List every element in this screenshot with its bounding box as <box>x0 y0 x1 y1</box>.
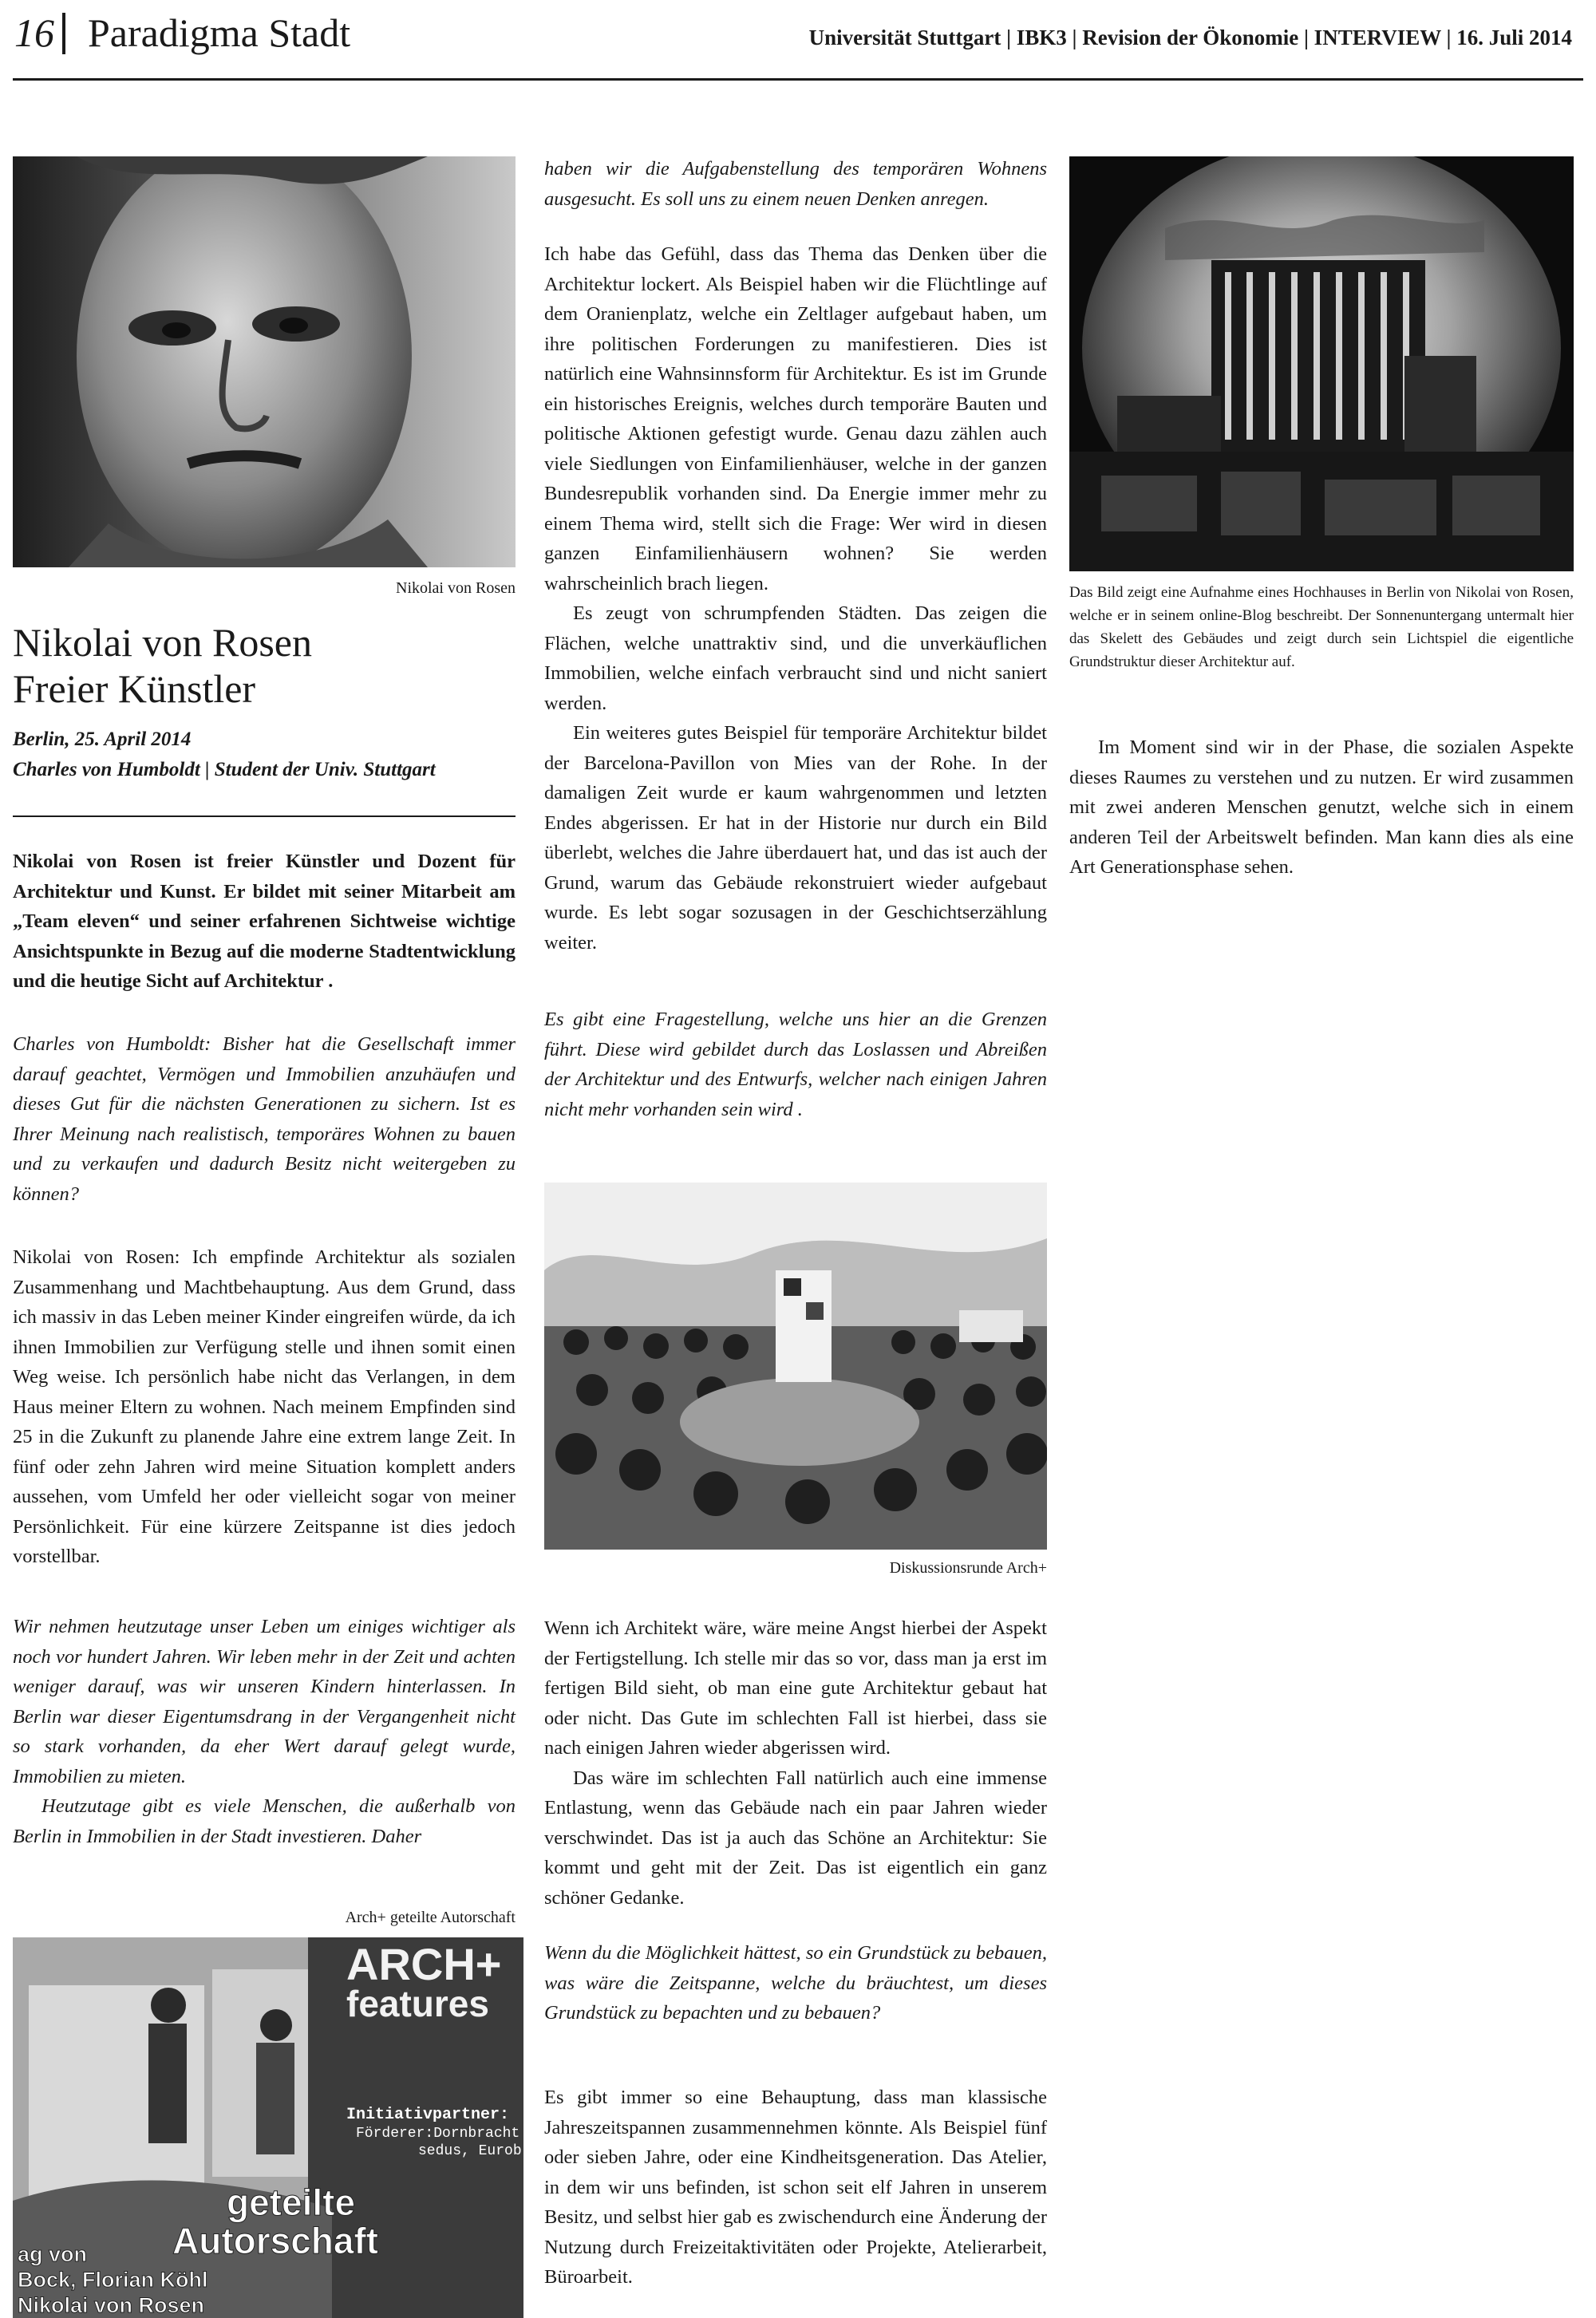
header-rule <box>13 78 1583 81</box>
header-meta: Universität Stuttgart | IBK3 | Revision der Ökonomie | INTERVIEW | 16. Juli 2014 <box>808 26 1572 49</box>
arch-poster-title: ARCH+ <box>346 1939 502 1989</box>
portrait-caption: Nikolai von Rosen <box>396 579 516 597</box>
arch-poster-partner-line-2: Förderer:Dornbracht <box>356 2126 520 2142</box>
building-photo <box>1069 156 1574 571</box>
column2-italic-question: Es gibt eine Fragestellung, welche uns hier an die Grenzen führt. Diese wird gebildet durch das Loslassen und Abreißen der Architektur und des Entwurfs, welcher nach einigen Jahren nicht mehr vorhanden sein wird . <box>544 1009 1047 1120</box>
column2-paragraph-1: Ich habe das Gefühl, dass das Thema das Denken über die Architektur lockert. Als Beispiel haben wir die Flüchtlinge auf dem Oranienplatz, welche ein Zeltlager aufgebaut haben, um ihre politischen Forderungen zu manifestieren. Dies ist natürlich eine Wahnsinnsform für Architektur. Es ist im Grunde ein historisches Ereignis, welches durch temporäre Bauten und politische Aktionen gefestigt wurde. Genau dazu zählen auch viele Siedlungen von Einfamilienhäuser, welche in der ganzen Bundesrepublik vorhanden sind. Da Energie immer mehr zu einem Thema wird, stellt sich die Frage: Wer wird in diesen ganzen Einfamilienhäusern wohnen? Sie werden wahrscheinlich brach liegen. <box>544 243 1047 594</box>
byline <box>13 725 523 785</box>
discussion-photo-caption: Diskussionsrunde Arch+ <box>889 1559 1047 1577</box>
interview-title-name: Nikolai von Rosen <box>13 620 312 665</box>
column2-italic-intro: haben wir die Aufgabenstellung des temporären Wohnens ausgesucht. Es soll uns zu einem neuen Denken anregen. <box>544 158 1047 210</box>
section-title: Paradigma Stadt <box>88 10 351 55</box>
building-image <box>1069 156 1574 571</box>
arch-poster-slogan-2: Autorschaft <box>172 2220 379 2261</box>
column1-italic-paragraph-2: Heutzutage gibt es viele Menschen, die außerhalb von Berlin in Immobilien in der Stadt investieren. Daher <box>13 1795 516 1847</box>
discussion-image <box>544 1183 1047 1550</box>
portrait-photo <box>13 156 516 567</box>
byline-place-date: Berlin, 25. April 2014 <box>13 729 192 750</box>
column2-paragraph-2: Es zeugt von schrumpfenden Städten. Das zeigen die Flächen, welche unattraktiv sind, und die unverkäuflichen Immobilien, welche einfach verbraucht sind und nicht saniert werden. <box>544 602 1047 714</box>
interview-title <box>13 619 523 712</box>
arch-poster-credit-1: ag von <box>18 2242 88 2266</box>
column1-italic-paragraph-1: Wir nehmen heutzutage unser Leben um einiges wichtiger als noch vor hundert Jahren. Wir leben mehr in der Zeit und achten weniger darauf, was wir unseren Kindern hinterlassen. In Berlin war dieser Eigentumsdrang in der Vergangenheit nicht so stark vorhanden, da eher Wert darauf gelegt wurde, Immobilien zu mieten. <box>13 1616 516 1787</box>
column2-paragraph-5: Das wäre im schlechten Fall natürlich auch eine immense Entlastung, wenn das Gebäude nach ein paar Jahren wieder verschwindet. Das ist ja auch das Schöne an Architektur: Sie kommt und geht mit der Zeit. Das ist eigentlich ein ganz schöner Gedanke. <box>544 1767 1047 1909</box>
answer-1: Nikolai von Rosen: Ich empfinde Architektur als sozialen Zusammenhang und Machtbehauptung. Aus dem Grund, dass ich massiv in das Leben meiner Kinder eingreifen würde, da ich ihnen Immobilien zur Verfügung stelle und ihnen somit einen Weg weise. Ich persönlich habe nicht das Verlangen, in dem Haus meiner Eltern zu wohnen. Nach meinem Empfinden sind 25 in die Zukunft zu planende Jahre eine extrem lange Zeit. In fünf oder zehn Jahren wird meine Situation komplett anders aussehen, vom Umfeld her oder vielleicht sogar von meiner Persönlichkeit. Für eine kürzere Zeitspanne ist dies jedoch vorstellbar. <box>13 1246 516 1567</box>
lead-paragraph: Nikolai von Rosen ist freier Künstler und Dozent für Architektur und Kunst. Er bildet mit seiner Mitarbeit am „Team eleven“ und seiner erfahrenen Sichtweise wichtige Ansichtspunkte in Bezug auf die moderne Stadtentwicklung und die heutige Sicht auf Architektur . <box>13 851 516 992</box>
column2-lower-text <box>544 1613 1047 1913</box>
column2-italic-question-2: Wenn du die Möglichkeit hättest, so ein Grundstück zu bebauen, was wäre die Zeitspanne, welche du bräuchtest, um dieses Grundstück zu bepachten und zu bebauen? <box>544 1942 1047 2024</box>
arch-poster-photo <box>13 1937 523 2318</box>
building-photo-caption: Das Bild zeigt eine Aufnahme eines Hochhauses in Berlin von Nikolai von Rosen, welche er in seinem online-Blog beschreibt. Der Sonnenuntergang untermalt hier das Skelett des Gebäudes und zeigt durch sein Lichtspiel die eigentliche Grundstruktur dieser Architektur auf. <box>1069 584 1574 670</box>
interview-title-role: Freier Künstler <box>13 666 256 711</box>
arch-poster-partner-line-1: Initiativpartner: <box>346 2106 510 2124</box>
column2-text-block <box>544 239 1047 958</box>
column2-paragraph-6: Es gibt immer so eine Behauptung, dass man klassische Jahreszeitspannen zusammennehmen könnte. Als Beispiel fünf oder sieben Jahre, oder eine Kindheitsgeneration. Das Atelier, in dem wir uns befinden, ist schon seit elf Jahren in unserem Besitz, und selbst hier gab es zwischendurch eine Änderung der Nutzung durch Freizeitaktivitäten oder Projekte, Atelierarbeit, Büroarbeit. <box>544 2087 1047 2288</box>
column1-italic-block <box>13 1612 516 1851</box>
portrait-image <box>13 156 516 567</box>
byline-author: Charles von Humboldt | Student der Univ. Stuttgart <box>13 759 436 780</box>
question-1: Charles von Humboldt: Bisher hat die Gesellschaft immer darauf geachtet, Vermögen und Immobilien anzuhäufen und dieses Gut für die nächsten Generationen zu sichern. Ist es Ihrer Meinung nach realistisch, temporäres Wohnen zu bauen und zu verkaufen und dadurch Besitz nicht weitergeben zu können? <box>13 1033 516 1205</box>
discussion-photo <box>544 1183 1047 1550</box>
arch-poster-credit-2: Bock, Florian Köhl <box>18 2268 208 2292</box>
arch-poster-slogan-1: geteilte <box>227 2182 356 2223</box>
column2-paragraph-4: Wenn ich Architekt wäre, wäre meine Angst hierbei der Aspekt der Fertigstellung. Ich stelle mir das so vor, dass man ja erst im fertigen Bild sieht, ob man eine gute Architektur gebaut hat oder nicht. Das Gute im schlechten Fall ist hierbei, dass sie nach einigen Jahren wieder abgerissen wird. <box>544 1617 1047 1759</box>
header-separator <box>62 13 65 54</box>
column2-paragraph-3: Ein weiteres gutes Beispiel für temporäre Architektur bildet der Barcelona-Pavillon von Mies van der Rohe. In der damaligen Zeit wurde er kaum wahrgenommen und letzten Endes abgerissen. Er hat in der Historie nur durch ein Bild überlebt, welches die Jahre überdauert hat, und das ist auch der Grund, warum das Gebäude rekonstruiert wieder aufgebaut wurde. Es lebt sogar sozusagen in der Geschichtserzählung weiter. <box>544 722 1047 954</box>
arch-poster-partner-line-3: sedus, Eurob <box>418 2143 522 2159</box>
byline-rule <box>13 815 516 817</box>
column3-paragraph-1: Im Moment sind wir in der Phase, die sozialen Aspekte dieses Raumes zu verstehen und zu nutzen. Er wird zusammen mit zwei anderen Menschen genutzt, welche sich in einem anderen Teil der Arbeitswelt befinden. Man kann dies als eine Art Generationsphase sehen. <box>1069 736 1574 878</box>
arch-photo-caption: Arch+ geteilte Autorschaft <box>345 1909 516 1926</box>
page-number: 16 <box>14 10 54 55</box>
arch-poster-subtitle: features <box>346 1983 489 2024</box>
arch-poster-credit-3: Nikolai von Rosen <box>18 2293 205 2317</box>
